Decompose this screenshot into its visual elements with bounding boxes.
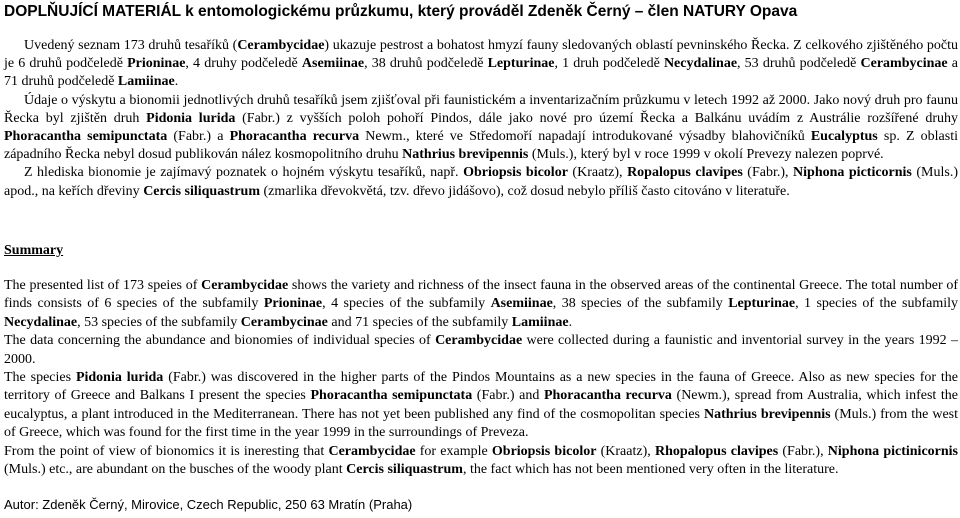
author-line: Autor: Zdeněk Černý, Mirovice, Czech Republic, 250 63 Mratín (Praha) [4, 497, 413, 512]
taxon-name: Necydalinae [663, 56, 738, 72]
taxon-name: Niphona pictinicornis [827, 443, 958, 459]
taxon-name: Prioninae [127, 56, 186, 72]
taxon-name: Niphona picticornis [793, 165, 912, 181]
taxon-name: Obriopsis bicolor [491, 443, 597, 459]
taxon-name: Nathrius brevipennis [703, 406, 831, 422]
summary-paragraph-bionomics: From the point of view of bionomics it is ineresting that Cerambycidae for example Obriopsis bicolor (Kraatz), Rhopalopus clavipes (Fabr.), Niphona pictinicornis (Muls.) etc., are abundant on the busches of the woody plant Cercis siliquastrum, the fact which has not been mentioned very often in the literature. [4, 443, 958, 478]
taxon-name: Ropalopus clavipes [627, 165, 743, 181]
taxon-name: Cerambycidae [328, 443, 416, 459]
summary-paragraph-species-list: The presented list of 173 speies of Cerambycidae shows the variety and richness of the insect fauna in the observed areas of the continental Greece. The total number of finds consists of 6 species of the subfamily Prioninae, 4 species of the subfamily Asemiinae, 38 species of the subfamily Lepturinae, 1 species of the subfamily Necydalinae, 53 species of the subfamily Cerambycinae and 71 species of the subfamily Lamiinae. [4, 278, 959, 330]
taxon-name: Obriopsis bicolor [463, 165, 568, 181]
taxon-name: Asemiinae [301, 56, 365, 72]
summary-paragraph-data: The data concerning the abundance and bionomies of individual species of Cerambycidae were collected during a faunistic and inventorial survey in the years 1992 – 2000. [4, 333, 958, 367]
taxon-name: Cerambycidae [435, 333, 523, 349]
taxon-name: Phoracantha semipunctata [4, 129, 168, 145]
taxon-name: Asemiinae [490, 296, 553, 312]
taxon-name: Cerambycidae [201, 278, 289, 293]
taxon-name: Cerambycinae [240, 314, 328, 330]
summary-section [4, 277, 958, 479]
taxon-name: Cercis siliquastrum [143, 183, 260, 199]
czech-paragraph-occurrence: Údaje o výskytu a bionomii jednotlivých druhů tesaříků jsem zjišťoval při faunistickém a inventarizačním průzkumu v letech 1992 až 2000. Jako nový druh pro faunu Řecka byl zjištěn druh Pidonia lurida (Fabr.) z vyšších poloh pohoří Pindos, dále jako nové pro území Řecka a Balkánu uvádím z Austrálie rozšířené druhy Phoracantha semipunctata (Fabr.) a Phoracantha recurva Newm., které ve Středomoří napadají introdukované výsadby blahovičníků Eucalyptus sp. Z oblasti západního Řecka nebyl dosud publikován nález kosmopolitního druhu Nathrius brevipennis (Muls.), který byl v roce 1999 v okolí Prevezy nalezen poprvé. [4, 92, 958, 163]
taxon-name: Lamiinae [117, 74, 175, 90]
taxon-name: Pidonia lurida [146, 110, 236, 126]
taxon-name: Prioninae [263, 296, 323, 312]
taxon-name: Pidonia lurida [75, 370, 164, 386]
taxon-name: Eucalyptus [810, 129, 878, 145]
taxon-name: Nathrius brevipennis [402, 147, 529, 163]
czech-paragraph-species-list: Uvedený seznam 173 druhů tesaříků (Cerambycidae) ukazuje pestrost a bohatost hmyzí fauny sledovaných oblastí pevninského Řecka. Z celkového zjištěného počtu je 6 druhů podčeledě Prioninae, 4 druhy podčeledě Asemiinae, 38 druhů podčeledě Lepturinae, 1 druh podčeledě Necydalinae, 53 druhů podčeledě Cerambycinae a 71 druhů podčeledě Lamiinae. [4, 38, 958, 90]
czech-paragraph-bionomics: Z hlediska bionomie je zajímavý poznatek o hojném výskytu tesaříků, např. Obriopsis bicolor (Kraatz), Ropalopus clavipes (Fabr.), Niphona picticornis (Muls.) apod., na keřích dřeviny Cercis siliquastrum (zmarlika dřevokvětá, tzv. dřevo jidášovo), což dosud nebylo příliš často citováno v literatuře. [4, 165, 959, 199]
taxon-name: Lamiinae [511, 314, 569, 330]
taxon-name: Lepturinae [487, 56, 555, 72]
taxon-name: Cerambycidae [237, 38, 325, 53]
summary-heading: Summary [4, 243, 64, 258]
document-title: DOPLŇUJÍCÍ MATERIÁL k entomologickému průzkumu, který prováděl Zdeněk Černý – člen NATURY Opava [4, 3, 798, 20]
taxon-name: Cercis siliquastrum [346, 462, 463, 478]
taxon-name: Lepturinae [728, 296, 796, 312]
czech-section [4, 37, 958, 201]
taxon-name: Cerambycinae [860, 56, 948, 72]
taxon-name: Phoracantha semipunctata [310, 388, 473, 404]
taxon-name: Phoracantha recurva [543, 388, 672, 404]
summary-paragraph-new-species: The species Pidonia lurida (Fabr.) was discovered in the higher parts of the Pindos Mountains as a new species in the fauna of Greece. Also as new species for the territory of Greece and Balkans I present the species Phoracantha semipunctata (Fabr.) and Phoracantha recurva (Newm.), spread from Australia, which infest the eucalyptus, a plant introduced in the Mediterranean. There has not yet been published any find of the cosmopolitan species Nathrius brevipennis (Muls.) from the west of Greece, which was found for the first time in the year 1999 in the surroundings of Preveza. [4, 370, 959, 441]
taxon-name: Rhopalopus clavipes [654, 443, 779, 459]
taxon-name: Phoracantha recurva [229, 129, 360, 145]
taxon-name: Necydalinae [4, 314, 78, 330]
